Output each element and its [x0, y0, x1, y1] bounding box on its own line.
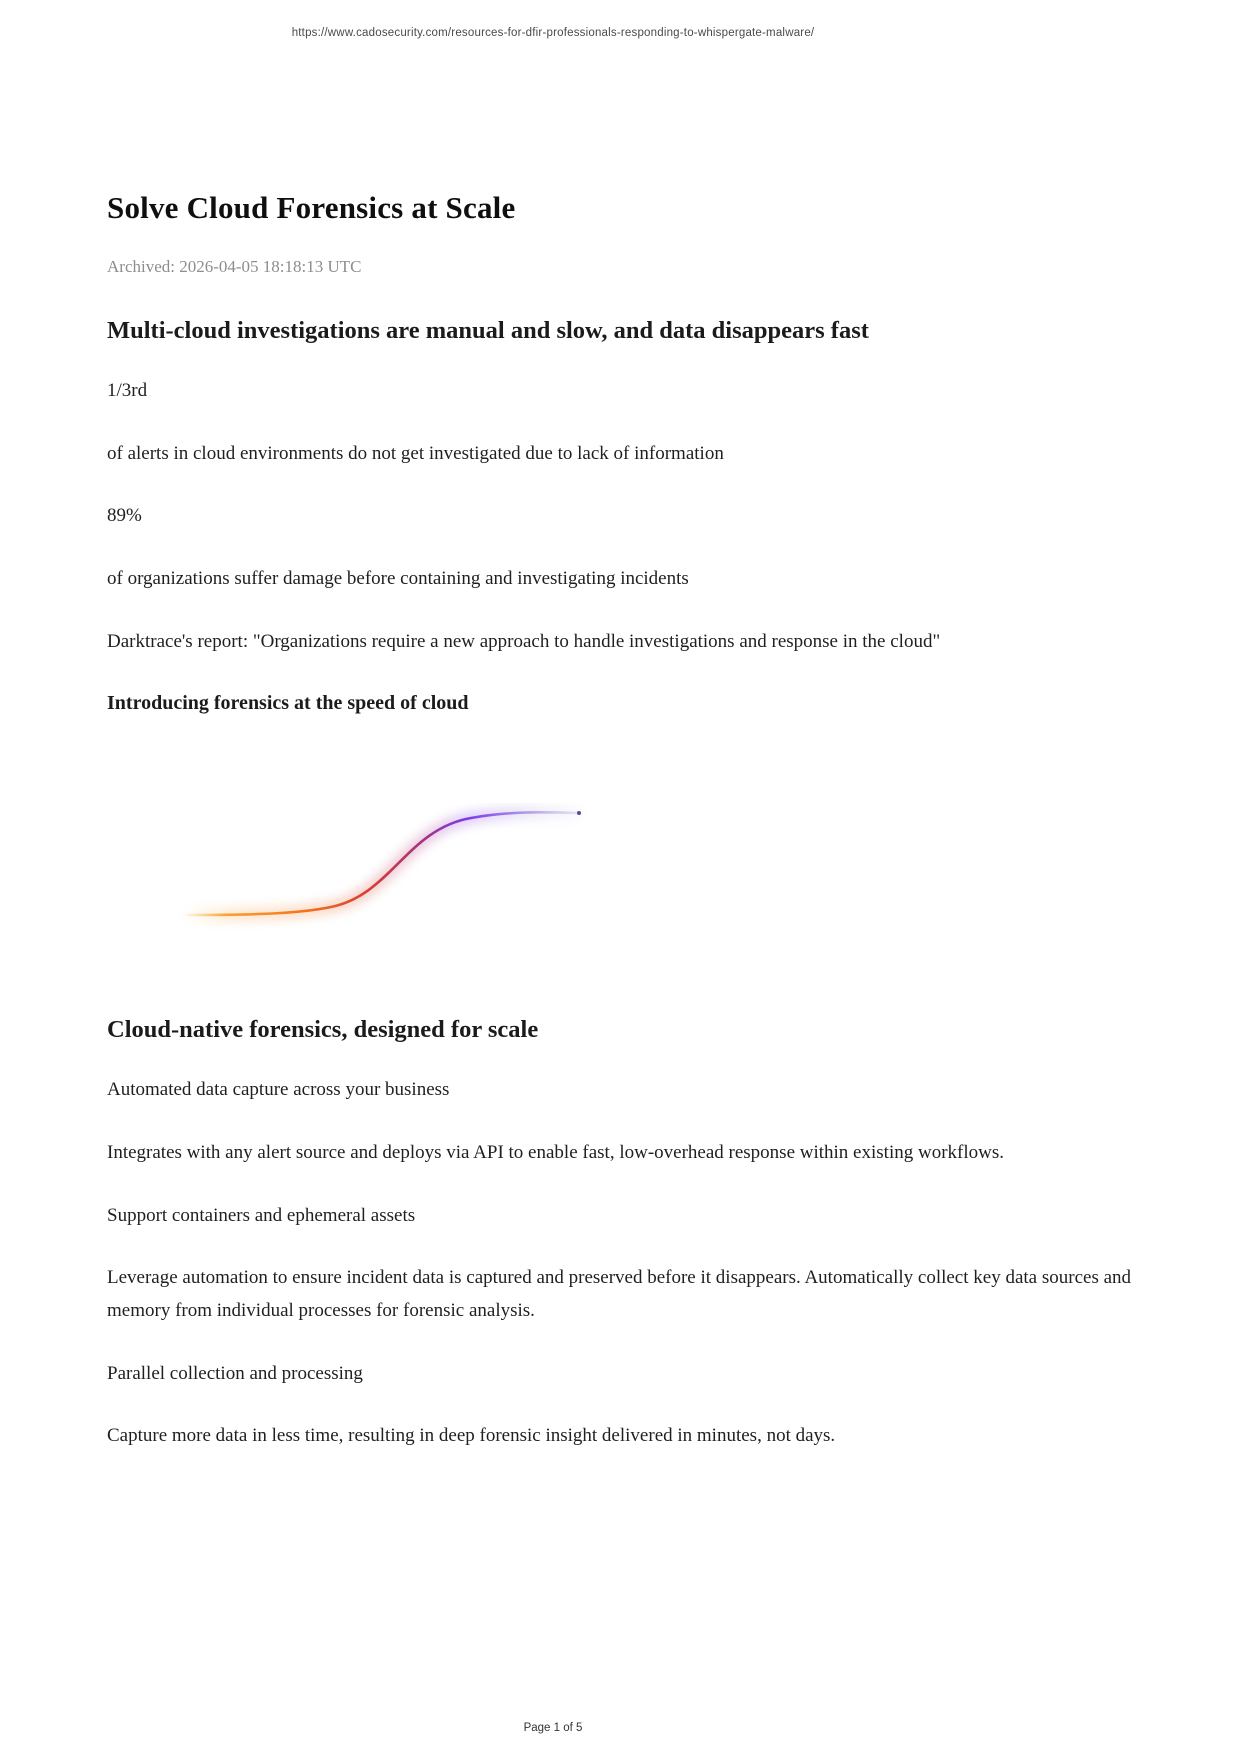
stat1-value: 1/3rd [107, 380, 148, 401]
darktrace-quote: Darktrace's report: "Organizations require a new approach to handle investigations and response in the cloud" [107, 630, 941, 652]
feature-title: Parallel collection and processing [107, 1362, 363, 1384]
page-title: Solve Cloud Forensics at Scale [107, 190, 516, 225]
section2-heading: Cloud-native forensics, designed for scale [107, 1016, 539, 1044]
section1-heading: Multi-cloud investigations are manual and slow, and data disappears fast [107, 317, 869, 344]
section1-subheading: Introducing forensics at the speed of cloud [107, 692, 469, 715]
document-body [107, 0, 1137, 1453]
feature-description: Capture more data in less time, resulting in deep forensic insight delivered in minutes, not days. [107, 1425, 836, 1447]
feature-title: Support containers and ephemeral assets [107, 1204, 416, 1226]
stat2-value: 89% [107, 505, 142, 527]
gradient-s-curve-image [179, 803, 599, 938]
feature-description: Integrates with any alert source and deploys via API to enable fast, low-overhead response within existing workflows. [107, 1142, 1004, 1164]
stat2-text: of organizations suffer damage before containing and investigating incidents [107, 568, 689, 590]
feature-title: Automated data capture across your business [107, 1079, 450, 1101]
gradient-curve-svg [179, 803, 599, 938]
stat1-text: of alerts in cloud environments do not get investigated due to lack of information [107, 442, 724, 464]
feature-description: Leverage automation to ensure incident data is captured and preserved before it disappears. Automatically collect key data sources and memory from individual processes for forensic analysis. [107, 1267, 1132, 1322]
curve-end-dot [577, 811, 581, 815]
archive-url: https://www.cadosecurity.com/resources-for-dfir-professionals-responding-to-whispergate-malware/ [291, 27, 815, 39]
page-number: Page 1 of 5 [523, 1722, 583, 1734]
archived-timestamp: Archived: 2026-04-05 18:18:13 UTC [107, 257, 362, 276]
